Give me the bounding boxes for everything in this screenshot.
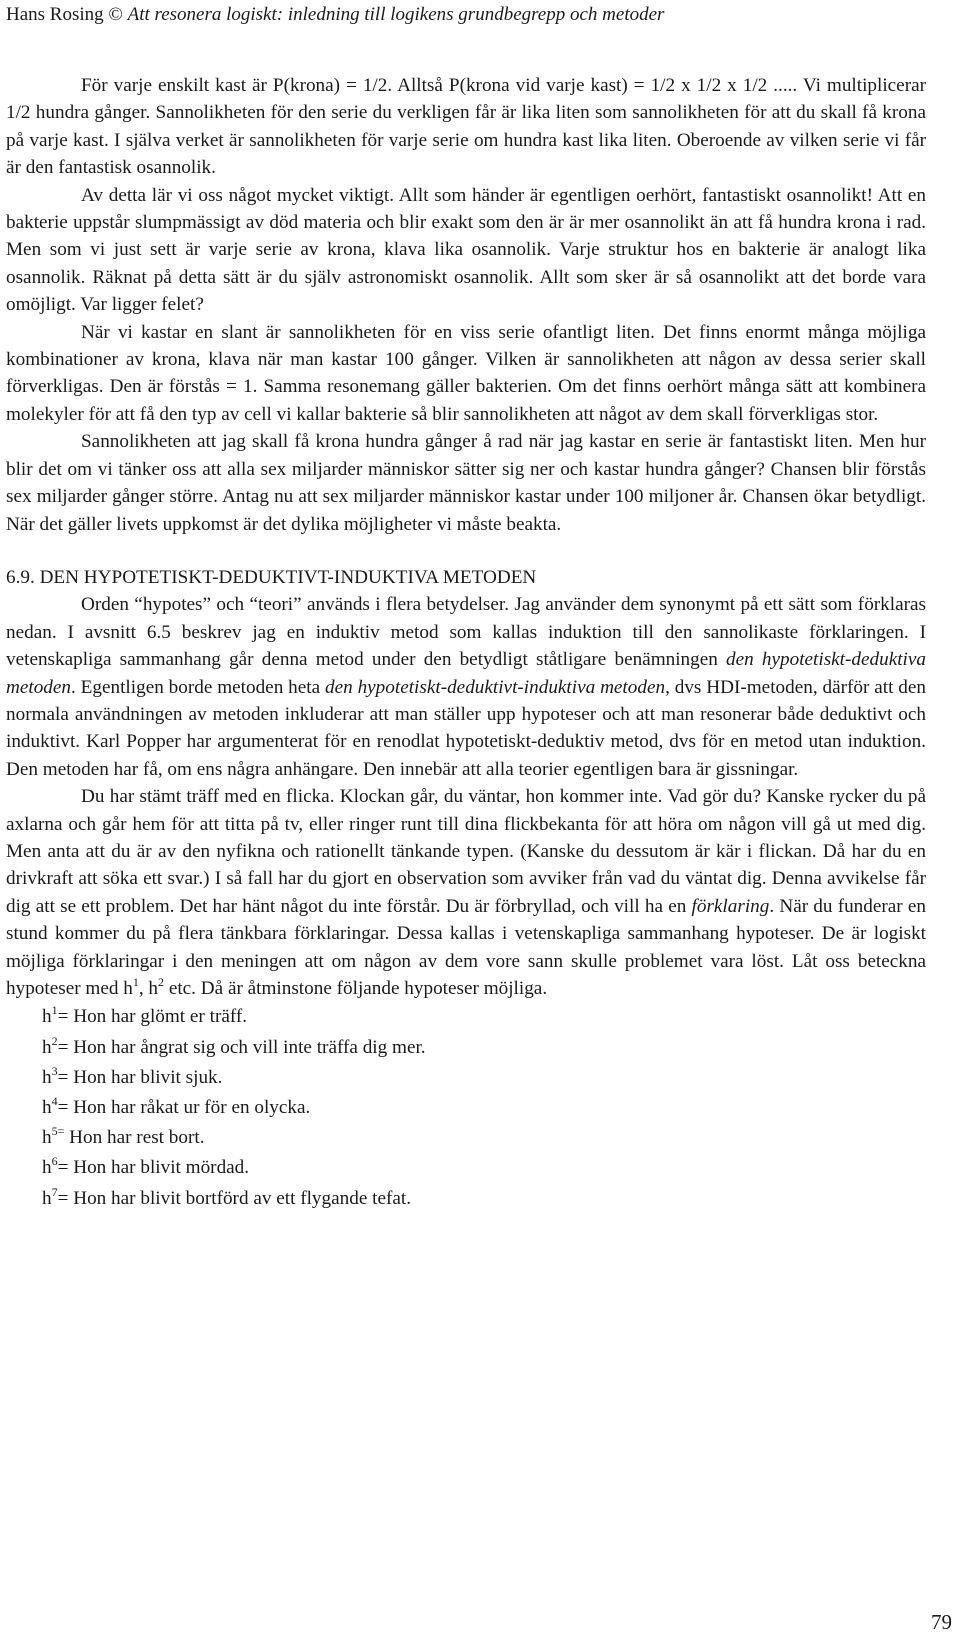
superscript: 2 (158, 975, 165, 989)
hypothesis-item (6, 1093, 926, 1123)
hypothesis-text: = Hon har glömt er träff. (57, 1006, 248, 1028)
header-author: Hans Rosing © (6, 4, 123, 25)
text-run: Du har stämt träff med en flicka. Klockan går, du väntar, hon kommer inte. Vad gör du? Kanske rycker du på axlarna och går hem för att titta på tv, eller ringer runt till dina flickbekanta för att höra om någon vill gå ut med dig. Men anta att du är av den nyfikna och rationellt tänkande typen. (Kanske du dessutom är kär i flickan. Då har du en drivkraft att söka ett svar.) I så fall har du gjort en observation som avviker från vad du väntat dig. Denna avvikelse får dig att se ett problem. Det har hänt något du inte förstår. Du är förbryllad, och vill ha en (6, 786, 926, 917)
hypothesis-symbol: h (42, 1006, 52, 1028)
hypothesis-text: = Hon har råkat ur för en olycka. (57, 1097, 311, 1119)
hypothesis-index: 6 (51, 1154, 58, 1169)
text-run: , h (138, 978, 159, 999)
hypothesis-index: 1 (51, 1003, 58, 1018)
hypothesis-item (6, 1153, 926, 1183)
text-run: etc. Då är åtminstone följande hypoteser möjliga. (164, 978, 548, 999)
hypothesis-index: 3 (51, 1063, 58, 1078)
hypothesis-symbol: h (42, 1036, 52, 1058)
hypothesis-item (6, 1002, 926, 1032)
hypothesis-text: = Hon har blivit bortförd av ett flygande tefat. (57, 1187, 412, 1209)
paragraph-date-example (6, 783, 926, 1002)
hypothesis-item (6, 1123, 926, 1153)
hypothesis-text: Hon har rest bort. (64, 1127, 205, 1149)
text-run: . Egentligen borde metoden heta (71, 676, 325, 698)
text-run: . När du funderar en stund kommer du på flera tänkbara förklaringar. Dessa kallas i vetenskapliga sammanhang hypoteser. De är logiskt möjliga förklaringar i den meningen att om någon av dem vore sann skulle problemet vara löst. Låt oss beteckna hypoteser med h (6, 895, 927, 999)
section-heading: 6.9. DEN HYPOTETISKT-DEDUKTIVT-INDUKTIVA METODEN (6, 566, 537, 588)
hypothesis-index: 4 (51, 1094, 58, 1109)
hypothesis-symbol: h (42, 1097, 52, 1119)
paragraph-combinations: När vi kastar en slant är sannolikheten för en viss serie ofantligt liten. Det finns enormt många möjliga kombinationer av krona, klava när man kastar 100 gånger. Vilken är sannolikheten att någon av dessa serier skall förverkligas. Den är förstås = 1. Samma resonemang gäller bakterien. Om det finns oerhört många sätt att kombinera molekyler för att få den typ av cell vi kallar bakterie så blir sannolikheten att något av dem skall förverkligas stor. (6, 321, 926, 425)
superscript: 1 (132, 975, 139, 989)
page-body (6, 72, 926, 1214)
hypothesis-text: = Hon har ångrat sig och vill inte träffa dig mer. (57, 1036, 426, 1058)
hypothesis-text: = Hon har blivit sjuk. (57, 1066, 223, 1088)
hypothesis-item (6, 1063, 926, 1093)
text-run: Orden “hypotes” och “teori” används i flera betydelser. Jag använder dem synonymt på ett sätt som förklaras nedan. I avsnitt 6.5 beskrev jag en induktiv metod som kallas induktion till den sannolikaste förklaringen. I vetenskapliga sammanhang går denna metod under den betydligt ståtligare benämningen (6, 594, 926, 671)
page-number: 79 (931, 1610, 952, 1634)
emphasis-hdi-method: den hypotetiskt-deduktivt-induktiva metoden (325, 676, 666, 698)
hypothesis-item (6, 1033, 926, 1063)
paragraph-bacteria-improbable: Av detta lär vi oss något mycket viktigt. Allt som händer är egentligen oerhört, fantastiskt osannolikt! Att en bakterie uppstår slumpmässigt av död materia och blir exakt som den är är mer osannolikt än att få hundra krona i rad. Men som vi just sett är varje serie av krona, klava lika osannolik. Varje struktur hos en bakterie är analogt lika osannolik. Räknat på detta sätt är du själv astronomiskt osannolik. Allt som sker är så osannolikt att det borde vara omöjligt. Var ligger felet? (6, 184, 926, 316)
paragraph-six-billion: Sannolikheten att jag skall få krona hundra gånger å rad när jag kastar en serie är fantastiskt liten. Men hur blir det om vi tänker oss att alla sex miljarder människor sätter sig ner och kastar hundra gånger? Chansen blir förstås sex miljarder gånger större. Antag nu att sex miljarder människor kastar under 100 miljoner år. Chansen ökar betydligt. När det gäller livets uppkomst är det dylika möjligheter vi måste beakta. (6, 431, 926, 535)
hypothesis-symbol: h (42, 1157, 52, 1179)
hypothesis-item (6, 1184, 926, 1214)
hypothesis-symbol: h (42, 1066, 52, 1088)
text-run: , dvs HDI-metoden, därför att den normala användningen av metoden inkluderar att man ställer upp hypoteser och att man resonerar både deduktivt och induktivt. Karl Popper har argumenterat för en renodlat hypotetiskt-deduktiv metod, dvs för en metod utan induktion. Den metoden har få, om ens några anhängare. Den innebär att alla teorier egentligen bara är gissningar. (6, 676, 926, 780)
hypothesis-index: 5= (51, 1124, 65, 1139)
emphasis-explanation: förklaring (691, 895, 770, 917)
paragraph-coin-probability: För varje enskilt kast är P(krona) = 1/2. Alltså P(krona vid varje kast) = 1/2 x 1/2 x 1/2 ..... Vi multiplicerar 1/2 hundra gånger. Sannolikheten för den serie du verkligen får är lika liten som sannolikheten för att du skall få krona på varje kast. I själva verket är sannolikheten för varje serie om hundra kast lika liten. Oberoende av vilken serie vi får är den fantastisk osannolik. (6, 75, 926, 179)
hypothesis-text: = Hon har blivit mördad. (57, 1157, 250, 1179)
running-header (6, 2, 664, 28)
paragraph-hdi-method (6, 591, 926, 783)
hypothesis-index: 2 (51, 1033, 58, 1048)
hypothesis-list (6, 1002, 926, 1213)
emphasis-hd-method: den hypotetiskt-deduktiva metoden (6, 649, 926, 698)
header-book-title: Att resonera logiskt: inledning till logikens grundbegrepp och metoder (127, 4, 665, 25)
hypothesis-index: 7 (51, 1184, 58, 1199)
hypothesis-symbol: h (42, 1187, 52, 1209)
hypothesis-symbol: h (42, 1127, 52, 1149)
